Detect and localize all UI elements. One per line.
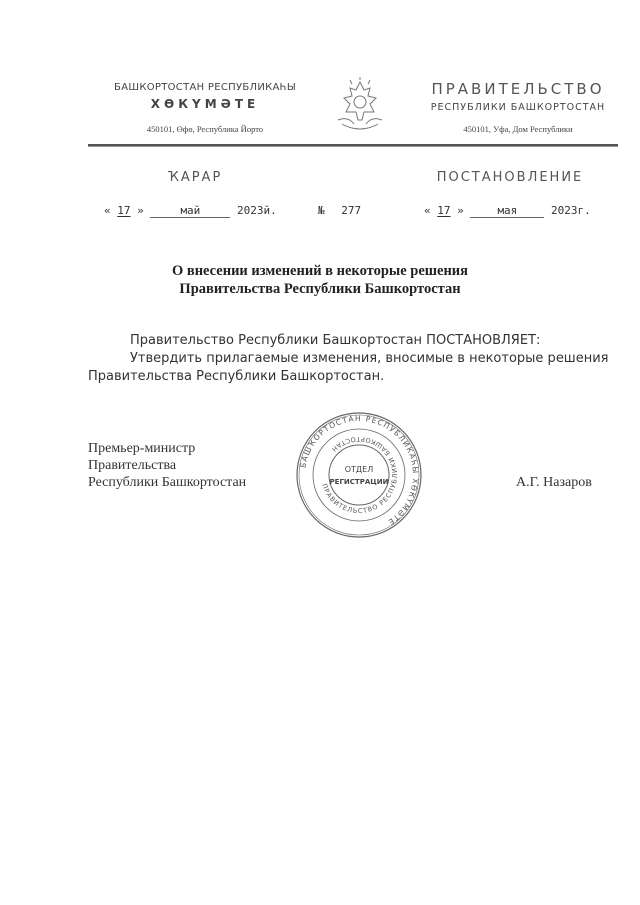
signatory-name: А.Г. Назаров: [516, 475, 592, 490]
stamp-outer-text: БАШҠОРТОСТАН РЕСПУБЛИКАҺЫ ХӨКҮМӘТЕ: [298, 413, 421, 528]
doc-type-left: ҠАРАР: [167, 170, 223, 185]
registration-stamp: [294, 410, 424, 540]
signature-block: [88, 440, 246, 491]
date-right-year: 2023г.: [551, 204, 591, 217]
date-left-month: май: [150, 204, 230, 218]
document-title-line2: Правительства Республики Башкортостан: [179, 281, 461, 297]
document-number: [318, 204, 398, 217]
date-left: [104, 204, 304, 218]
signature-line2: Правительства: [88, 458, 177, 473]
date-right-open-quote: «: [424, 204, 431, 217]
date-right-month: мая: [470, 204, 544, 218]
svg-text:ПРАВИТЕЛЬСТВО РЕСПУБЛИКИ БАШКО: [320, 435, 399, 515]
body-line3: Правительства Республики Башкортостан.: [88, 369, 385, 384]
date-right-day: 17: [437, 204, 451, 217]
stamp-center-line1: ОТДЕЛ: [344, 465, 374, 474]
header-left-line1: БАШКОРТОСТАН РЕСПУБЛИКАҺЫ: [114, 82, 296, 93]
header-left-address: 450101, Өфө, Республика Йорто: [146, 124, 264, 134]
header-left-line2: ХӨКҮМӘТЕ: [150, 97, 260, 111]
document-title-line1: О внесении изменений в некоторые решения: [171, 263, 469, 279]
number-value: 277: [341, 204, 362, 217]
date-left-open-quote: «: [104, 204, 111, 217]
header-divider: [88, 144, 618, 147]
signature-line1: Премьер-министр: [88, 441, 196, 456]
header-right-address: 450101, Уфа, Дом Республики: [463, 124, 573, 134]
signature-line3: Республики Башкортостан: [88, 475, 247, 490]
date-left-close-quote: »: [137, 204, 144, 217]
doc-type-right: ПОСТАНОВЛЕНИЕ: [436, 170, 584, 185]
stamp-inner-text: ПРАВИТЕЛЬСТВО РЕСПУБЛИКИ БАШКОРТОСТАН: [320, 434, 400, 516]
header-right-line1: ПРАВИТЕЛЬСТВО: [431, 80, 605, 98]
date-left-day: 17: [117, 204, 131, 217]
body-line1: Правительство Республики Башкортостан ПОСТАНОВЛЯЕТ:: [130, 333, 541, 348]
date-right-close-quote: »: [457, 204, 464, 217]
date-right: [424, 204, 624, 218]
body-line2: Утвердить прилагаемые изменения, вносимые в некоторые решения: [130, 351, 609, 366]
number-label: №: [318, 204, 325, 217]
stamp-center-line2: РЕГИСТРАЦИИ: [329, 478, 389, 486]
header-right-line2: РЕСПУБЛИКИ БАШКОРТОСТАН: [430, 102, 606, 113]
date-left-year: 2023й.: [237, 204, 277, 217]
coat-of-arms-emblem: [328, 76, 392, 138]
